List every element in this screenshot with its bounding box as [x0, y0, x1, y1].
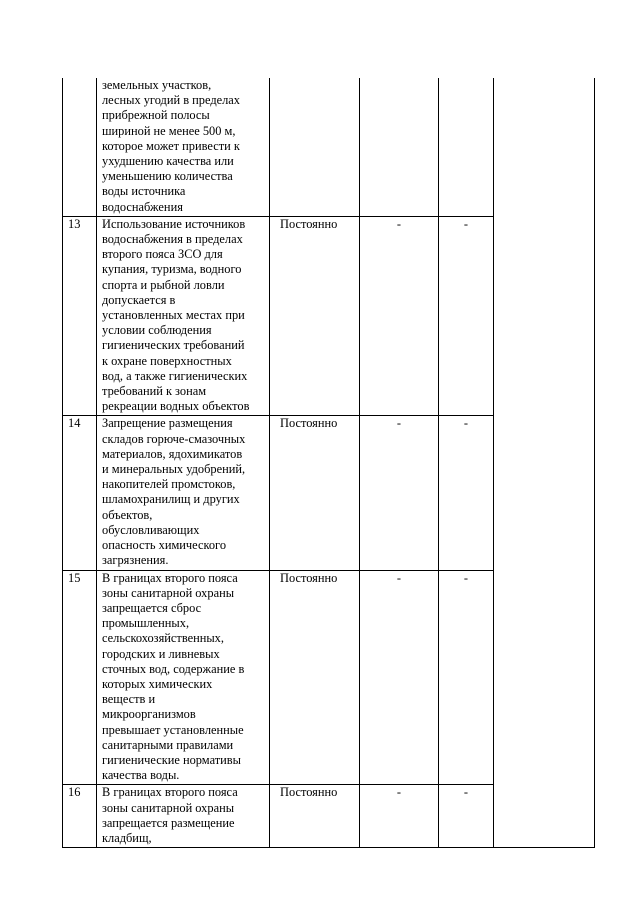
measure-description: В границах второго пояса зоны санитарной охраны запрещается сброс промышленных, сельскохозяйственных, городских и ливневых сточных вод, содержание в которых химических веществ и микроорганизмов превышает установленные санитарными правилами гигиенические нормативы качества воды. [102, 570, 245, 783]
col4-cell: - [360, 416, 439, 570]
table-row [63, 78, 595, 216]
period-cell: Постоянно [270, 416, 360, 570]
row-number-cell [63, 78, 97, 216]
col5-cell: - [439, 570, 494, 785]
col5-cell [439, 78, 494, 216]
measure-description: Запрещение размещения складов горюче-смазочных материалов, ядохимикатов и минеральных удобрений, накопителей промстоков, шламохранилищ и других объектов, обусловливающих опасность химического загрязнения. [102, 416, 246, 568]
col4-cell: - [360, 785, 439, 848]
col5-cell: - [439, 785, 494, 848]
measure-description-cell [97, 216, 270, 416]
row-number-cell: 15 [63, 570, 97, 785]
measure-description: В границах второго пояса зоны санитарной охраны запрещается размещение кладбищ, [102, 785, 238, 845]
row-number-cell: 16 [63, 785, 97, 848]
col5-cell: - [439, 416, 494, 570]
period-cell [270, 78, 360, 216]
col5-cell: - [439, 216, 494, 416]
notes-cell [494, 78, 595, 848]
measure-description-cell [97, 416, 270, 570]
row-number-cell: 13 [63, 216, 97, 416]
period-cell: Постоянно [270, 570, 360, 785]
col4-cell: - [360, 570, 439, 785]
measure-description-cell [97, 570, 270, 785]
measure-description: Использование источников водоснабжения в пределах второго пояса ЗСО для купания, туризма, водного спорта и рыбной ловли допускается в установленных местах при условии соблюдения гигиенических требований к охране поверхностных вод, а также гигиенических требований к зонам рекреации водных объектов [102, 216, 250, 414]
period-cell: Постоянно [270, 785, 360, 848]
col4-cell [360, 78, 439, 216]
measure-description-cell [97, 785, 270, 848]
col4-cell: - [360, 216, 439, 416]
row-number-cell: 14 [63, 416, 97, 570]
period-cell: Постоянно [270, 216, 360, 416]
measures-table [62, 78, 595, 848]
measure-description-cell [97, 78, 270, 216]
measure-description: земельных участков, лесных угодий в пределах прибрежной полосы шириной не менее 500 м, которое может привести к ухудшению качества или уменьшению количества воды источника водоснабжения [102, 78, 241, 214]
